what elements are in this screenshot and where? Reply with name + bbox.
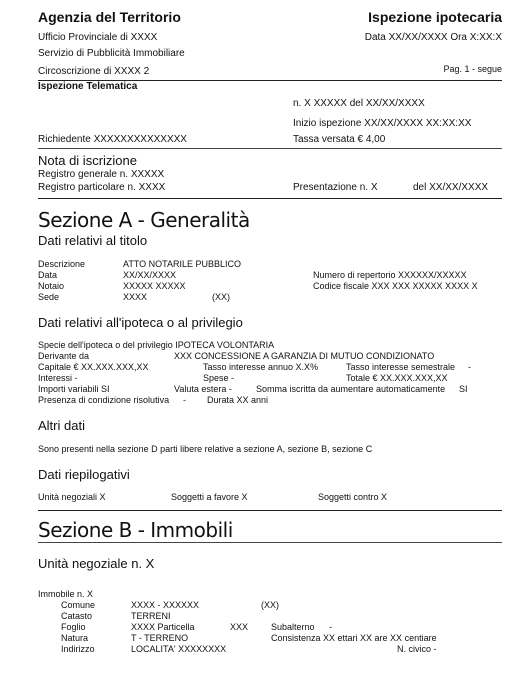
immobile-number: Immobile n. X: [38, 589, 94, 599]
descrizione-value: ATTO NOTARILE PUBBLICO: [123, 259, 242, 269]
office: Ufficio Provinciale di XXXX: [38, 32, 158, 43]
nota-title: Nota di iscrizione: [38, 153, 137, 168]
data-label: Data: [38, 270, 58, 280]
altri-dati-text: Sono presenti nella sezione D parti libere relative a sezione A, sezione B, sezione C: [38, 444, 373, 454]
comune-value: XXXX - XXXXXX: [131, 600, 200, 610]
riepilogo-heading: Dati riepilogativi: [38, 467, 130, 482]
durata: Durata XX anni: [207, 395, 269, 405]
derivante-value: XXX CONCESSIONE A GARANZIA DI MUTUO CONDIZIONATO: [174, 351, 435, 361]
comune-province: (XX): [261, 600, 279, 610]
sede-province: (XX): [212, 292, 230, 302]
derivante-label: Derivante da: [38, 351, 90, 361]
particella-value: XXX: [230, 622, 249, 632]
tax-paid: Tassa versata € 4,00: [293, 134, 386, 145]
registro-generale: Registro generale n. XXXXX: [38, 169, 165, 180]
data-value: XX/XX/XXXX: [123, 270, 177, 280]
requester: Richiedente XXXXXXXXXXXXXX: [38, 134, 187, 145]
consistenza: Consistenza XX ettari XX are XX centiare: [271, 633, 437, 643]
catasto-label: Catasto: [61, 611, 93, 621]
altri-dati-heading: Altri dati: [38, 418, 85, 433]
telematic-label: Ispezione Telematica: [38, 81, 138, 92]
document-type: Ispezione ipotecaria: [368, 9, 502, 25]
soggetti-favore: Soggetti a favore X: [171, 492, 248, 502]
service: Servizio di Pubblicità Immobiliare: [38, 48, 185, 59]
importi-variabili: Importi variabili SI: [38, 384, 110, 394]
spese-value: -: [231, 373, 234, 383]
codice-fiscale: Codice fiscale XXX XXX XXXXX XXXX X: [313, 281, 478, 291]
section-a-divider: [38, 510, 502, 511]
totale: Totale € XX.XXX.XXX,XX: [346, 373, 448, 383]
presentation-date: del XX/XX/XXXX: [413, 182, 489, 193]
indirizzo-label: Indirizzo: [61, 644, 95, 654]
numero-civico: N. civico -: [397, 644, 437, 654]
district: Circoscrizione di XXXX 2: [38, 66, 150, 77]
comune-label: Comune: [61, 600, 96, 610]
ipoteca-heading: Dati relativi all'ipoteca o al privilegio: [38, 315, 243, 330]
inspection-start: Inizio ispezione XX/XX/XXXX XX:XX:XX: [293, 118, 472, 129]
sede-label: Sede: [38, 292, 60, 302]
page-number: Pag. 1 - segue: [443, 64, 502, 74]
section-a-title: Sezione A - Generalità: [38, 208, 250, 232]
section-b-title: Sezione B - Immobili: [38, 518, 233, 542]
somma-iscritta: Somma iscritta da aumentare automaticamente: [256, 384, 446, 394]
titolo-heading: Dati relativi al titolo: [38, 233, 148, 248]
specie-ipoteca: Specie dell'ipoteca o del privilegio IPOTECA VOLONTARIA: [38, 340, 275, 350]
sede-value: XXXX: [123, 292, 148, 302]
capitale: Capitale € XX.XXX.XXX,XX: [38, 362, 149, 372]
condizione-risolutiva: Presenza di condizione risolutiva: [38, 395, 170, 405]
indirizzo-value: LOCALITA' XXXXXXXX: [131, 644, 227, 654]
date-time: Data XX/XX/XXXX Ora X:XX:X: [364, 32, 502, 43]
spese-label: Spese: [203, 373, 229, 383]
interessi: Interessi -: [38, 373, 78, 383]
notaio-label: Notaio: [38, 281, 65, 291]
registro-particolare: Registro particolare n. XXXX: [38, 182, 166, 193]
soggetti-contro: Soggetti contro X: [318, 492, 388, 502]
repertorio: Numero di repertorio XXXXXX/XXXXX: [313, 270, 467, 280]
nota-divider: [38, 198, 502, 199]
presentation-number: Presentazione n. X: [293, 182, 378, 193]
natura-value: T - TERRENO: [131, 633, 189, 643]
tasso-semestrale: Tasso interesse semestrale: [346, 362, 456, 372]
tasso-annuo: Tasso interesse annuo X.X%: [203, 362, 319, 372]
somma-iscritta-value: SI: [459, 384, 468, 394]
requester-divider: [38, 148, 502, 149]
unita-negoziale-heading: Unità negoziale n. X: [38, 556, 155, 571]
subalterno-value: -: [329, 622, 332, 632]
unita-negoziali: Unità negoziali X: [38, 492, 106, 502]
tasso-semestrale-value: -: [468, 362, 471, 372]
condizione-risolutiva-value: -: [183, 395, 186, 405]
foglio-value: XXXX Particella: [131, 622, 195, 632]
foglio-label: Foglio: [61, 622, 86, 632]
catasto-value: TERRENI: [131, 611, 171, 621]
valuta-estera: Valuta estera -: [174, 384, 232, 394]
section-b-divider: [38, 542, 502, 543]
agency-title: Agenzia del Territorio: [38, 9, 181, 25]
notaio-value: XXXXX XXXXX: [123, 281, 186, 291]
natura-label: Natura: [61, 633, 89, 643]
subalterno-label: Subalterno: [271, 622, 315, 632]
descrizione-label: Descrizione: [38, 259, 86, 269]
inspection-number: n. X XXXXX del XX/XX/XXXX: [293, 98, 425, 109]
